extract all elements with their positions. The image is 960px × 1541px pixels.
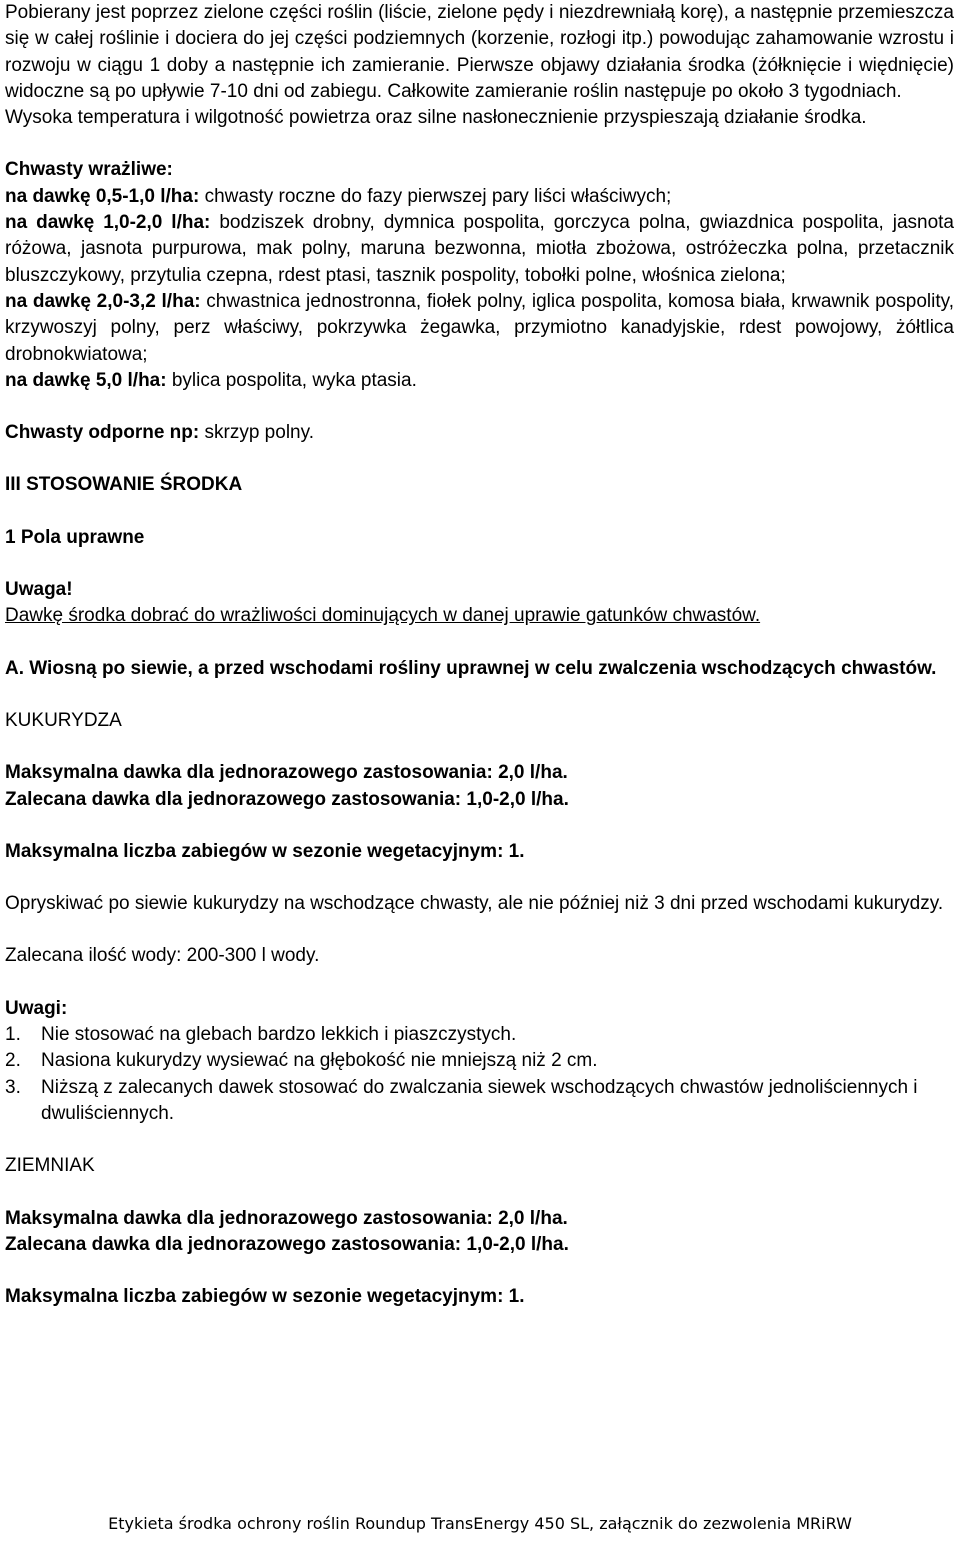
dose-label: na dawkę 1,0-2,0 l/ha: [5, 212, 211, 234]
dose-entry [5, 289, 954, 368]
dose-label: na dawkę 0,5-1,0 l/ha: [5, 185, 200, 207]
dose-label: na dawkę 5,0 l/ha: [5, 369, 167, 391]
corn-water-amount: Zalecana ilość wody: 200-300 l wody. [5, 945, 320, 967]
subsection-title: 1 Pola uprawne [5, 526, 145, 548]
dose-entry [5, 184, 954, 210]
dose-text: chwastnica jednostronna, fiołek polny, iglica pospolita, komosa biała, krwawnik pospolity, krzywoszyj polny, perz właściwy, pokrzywka żegawka, przymiotno kanadyjskie, rdest powojowy, żółtlica drobnokwiatowa; [5, 290, 954, 365]
corn-recommended-dose: Zalecana dawka dla jednorazowego zastosowania: 1,0-2,0 l/ha. [5, 788, 569, 810]
sensitive-weeds-heading: Chwasty wrażliwe: [5, 159, 173, 181]
list-item [5, 1048, 954, 1074]
potato-max-treatments: Maksymalna liczba zabiegów w sezonie wegetacyjnym: 1. [5, 1286, 525, 1308]
list-text: Nie stosować na glebach bardzo lekkich i piaszczystych. [41, 1024, 517, 1046]
page-footer: Etykieta środka ochrony roślin Roundup TransEnergy 450 SL, załącznik do zezwolenia MRiRW [108, 1514, 852, 1533]
list-number: 2. [5, 1050, 21, 1072]
resistant-weeds [5, 420, 954, 446]
potato-recommended-dose: Zalecana dawka dla jednorazowego zastosowania: 1,0-2,0 l/ha. [5, 1233, 569, 1255]
part-a-heading: A. Wiosną po siewie, a przed wschodami rośliny uprawnej w celu zwalczenia wschodzących chwastów. [5, 657, 937, 679]
section-title: III STOSOWANIE ŚRODKA [5, 474, 243, 496]
list-number: 1. [5, 1024, 21, 1046]
list-number: 3. [5, 1076, 21, 1098]
warning-text: Dawkę środka dobrać do wrażliwości dominujących w danej uprawie gatunków chwastów. [5, 605, 761, 627]
dose-text: chwasty roczne do fazy pierwszej pary liści właściwych; [199, 185, 672, 207]
corn-notes-list [5, 1022, 954, 1127]
dose-entry [5, 368, 954, 394]
resistant-label: Chwasty odporne np: [5, 422, 200, 444]
document-page [5, 0, 954, 1310]
potato-max-dose: Maksymalna dawka dla jednorazowego zastosowania: 2,0 l/ha. [5, 1207, 568, 1229]
list-item [5, 1022, 954, 1048]
dose-text: bylica pospolita, wyka ptasia. [166, 369, 417, 391]
crop-name-corn: KUKURYDZA [5, 709, 122, 731]
dose-entry [5, 210, 954, 289]
list-text: Niższą z zalecanych dawek stosować do zwalczania siewek wschodzących chwastów jednoliściennych i dwuliściennych. [41, 1076, 918, 1124]
corn-max-treatments: Maksymalna liczba zabiegów w sezonie wegetacyjnym: 1. [5, 840, 525, 862]
corn-spray-note: Opryskiwać po siewie kukurydzy na wschodzące chwasty, ale nie później niż 3 dni przed wschodami kukurydzy. [5, 893, 944, 915]
intro-paragraph: Pobierany jest poprzez zielone części roślin (liście, zielone pędy i niezdrewniałą korę), a następnie przemieszcza się w całej roślinie i dociera do jej części podziemnych (korzenie, rozłogi itp.) powodując zahamowanie wzrostu i rozwoju w ciągu 1 doby a następnie ich zamieranie. Pierwsze objawy działania środka (żółknięcie i więdnięcie) widoczne są po upływie 7-10 dni od zabiegu. Całkowite zamieranie roślin następuje po około 3 tygodniach. [5, 2, 954, 102]
dose-text: bodziszek drobny, dymnica pospolita, gorczyca polna, gwiazdnica pospolita, jasnota różowa, jasnota purpurowa, mak polny, maruna bezwonna, miotła zbożowa, ostróżeczka polna, przetacznik bluszczykowy, przytulia czepna, rdest ptasi, tasznik pospolity, tobołki polne, włośnica zielona; [5, 212, 954, 286]
list-text: Nasiona kukurydzy wysiewać na głębokość nie mniejszą niż 2 cm. [41, 1050, 598, 1072]
corn-notes-label: Uwagi: [5, 997, 68, 1019]
warning-label: Uwaga! [5, 579, 73, 601]
list-item [5, 1075, 954, 1128]
dose-label: na dawkę 2,0-3,2 l/ha: [5, 290, 201, 312]
corn-max-dose: Maksymalna dawka dla jednorazowego zastosowania: 2,0 l/ha. [5, 762, 568, 784]
resistant-text: skrzyp polny. [199, 422, 314, 444]
intro-paragraph-conditions: Wysoka temperatura i wilgotność powietrza oraz silne nasłonecznienie przyspieszają działanie środka. [5, 107, 867, 129]
crop-name-potato: ZIEMNIAK [5, 1155, 95, 1177]
